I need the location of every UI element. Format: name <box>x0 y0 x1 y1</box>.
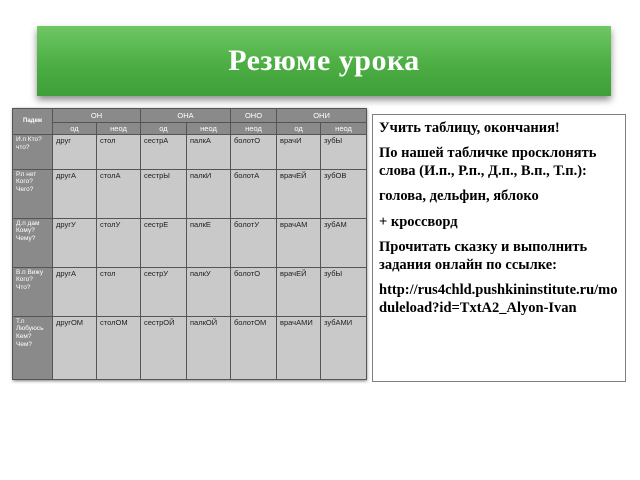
table-cell: столУ <box>97 218 141 267</box>
note-decline-words: По нашей табличке просклонять слова (И.п., Р.п., Д.п., В.п., Т.п.): <box>379 145 597 180</box>
group-header: ОНО <box>231 109 277 123</box>
homework-text-box <box>372 114 626 382</box>
table-cell: другА <box>53 169 97 218</box>
table-cell: болотО <box>231 267 277 316</box>
table-cell: палкОЙ <box>187 316 231 379</box>
declension-table <box>12 108 367 380</box>
table-cell: врачИ <box>277 135 321 170</box>
table-row <box>13 218 367 267</box>
subheader: неод <box>97 123 141 135</box>
table-cell: палкА <box>187 135 231 170</box>
group-header: ОНИ <box>277 109 367 123</box>
table-cell: зубЫ <box>321 267 367 316</box>
table-cell: другОМ <box>53 316 97 379</box>
table-corner: Падеж <box>13 109 53 135</box>
subheader: неод <box>231 123 277 135</box>
subheader: од <box>53 123 97 135</box>
subheader: неод <box>321 123 367 135</box>
table-cell: сестрЕ <box>141 218 187 267</box>
subheader: од <box>141 123 187 135</box>
table-cell: палкИ <box>187 169 231 218</box>
subheader: од <box>277 123 321 135</box>
case-label: В.п Вижу Кого? Что? <box>13 267 53 316</box>
table-cell: врачЕЙ <box>277 267 321 316</box>
table-row <box>13 267 367 316</box>
table-cell: врачАМИ <box>277 316 321 379</box>
table-row <box>13 169 367 218</box>
table-cell: врачЕЙ <box>277 169 321 218</box>
table-cell: зубЫ <box>321 135 367 170</box>
group-header: ОН <box>53 109 141 123</box>
table-cell: зубОВ <box>321 169 367 218</box>
subheader: неод <box>187 123 231 135</box>
table-cell: палкУ <box>187 267 231 316</box>
case-label: Т.п Любуюсь Кем? Чем? <box>13 316 53 379</box>
slide-title: Резюме урока <box>228 44 420 77</box>
note-learn-table: Учить таблицу, окончания! <box>379 120 560 136</box>
case-label: Р.п нет Кого? Чего? <box>13 169 53 218</box>
table-cell: другУ <box>53 218 97 267</box>
table-cell: палкЕ <box>187 218 231 267</box>
table-cell: болотУ <box>231 218 277 267</box>
table-row <box>13 316 367 379</box>
table-cell: другА <box>53 267 97 316</box>
table-cell: сестрУ <box>141 267 187 316</box>
story-link[interactable]: http://rus4chld.pushkininstitute.ru/moduleload?id=TxtA2_Alyon-Ivan <box>379 281 618 316</box>
slide-title-banner <box>37 26 611 96</box>
case-label: И.п Кто? что? <box>13 135 53 170</box>
table-cell: столА <box>97 169 141 218</box>
note-word-list: голова, дельфин, яблоко <box>379 188 539 205</box>
table-cell: болотО <box>231 135 277 170</box>
table-cell: болотОМ <box>231 316 277 379</box>
table-row <box>13 135 367 170</box>
table-cell: сестрА <box>141 135 187 170</box>
table-cell: друг <box>53 135 97 170</box>
case-label: Д.п дам Кому? Чему? <box>13 218 53 267</box>
table-cell: стол <box>97 135 141 170</box>
note-read-story: Прочитать сказку и выполнить задания онлайн по ссылке: <box>379 238 588 273</box>
note-crossword: + кроссворд <box>379 213 458 230</box>
table-cell: болотА <box>231 169 277 218</box>
group-header: ОНА <box>141 109 231 123</box>
table-cell: зубАМ <box>321 218 367 267</box>
table-cell: зубАМИ <box>321 316 367 379</box>
table-cell: столОМ <box>97 316 141 379</box>
table-cell: сестрЫ <box>141 169 187 218</box>
table-cell: стол <box>97 267 141 316</box>
table-cell: врачАМ <box>277 218 321 267</box>
declension-table-image <box>12 108 366 380</box>
table-cell: сестрОЙ <box>141 316 187 379</box>
